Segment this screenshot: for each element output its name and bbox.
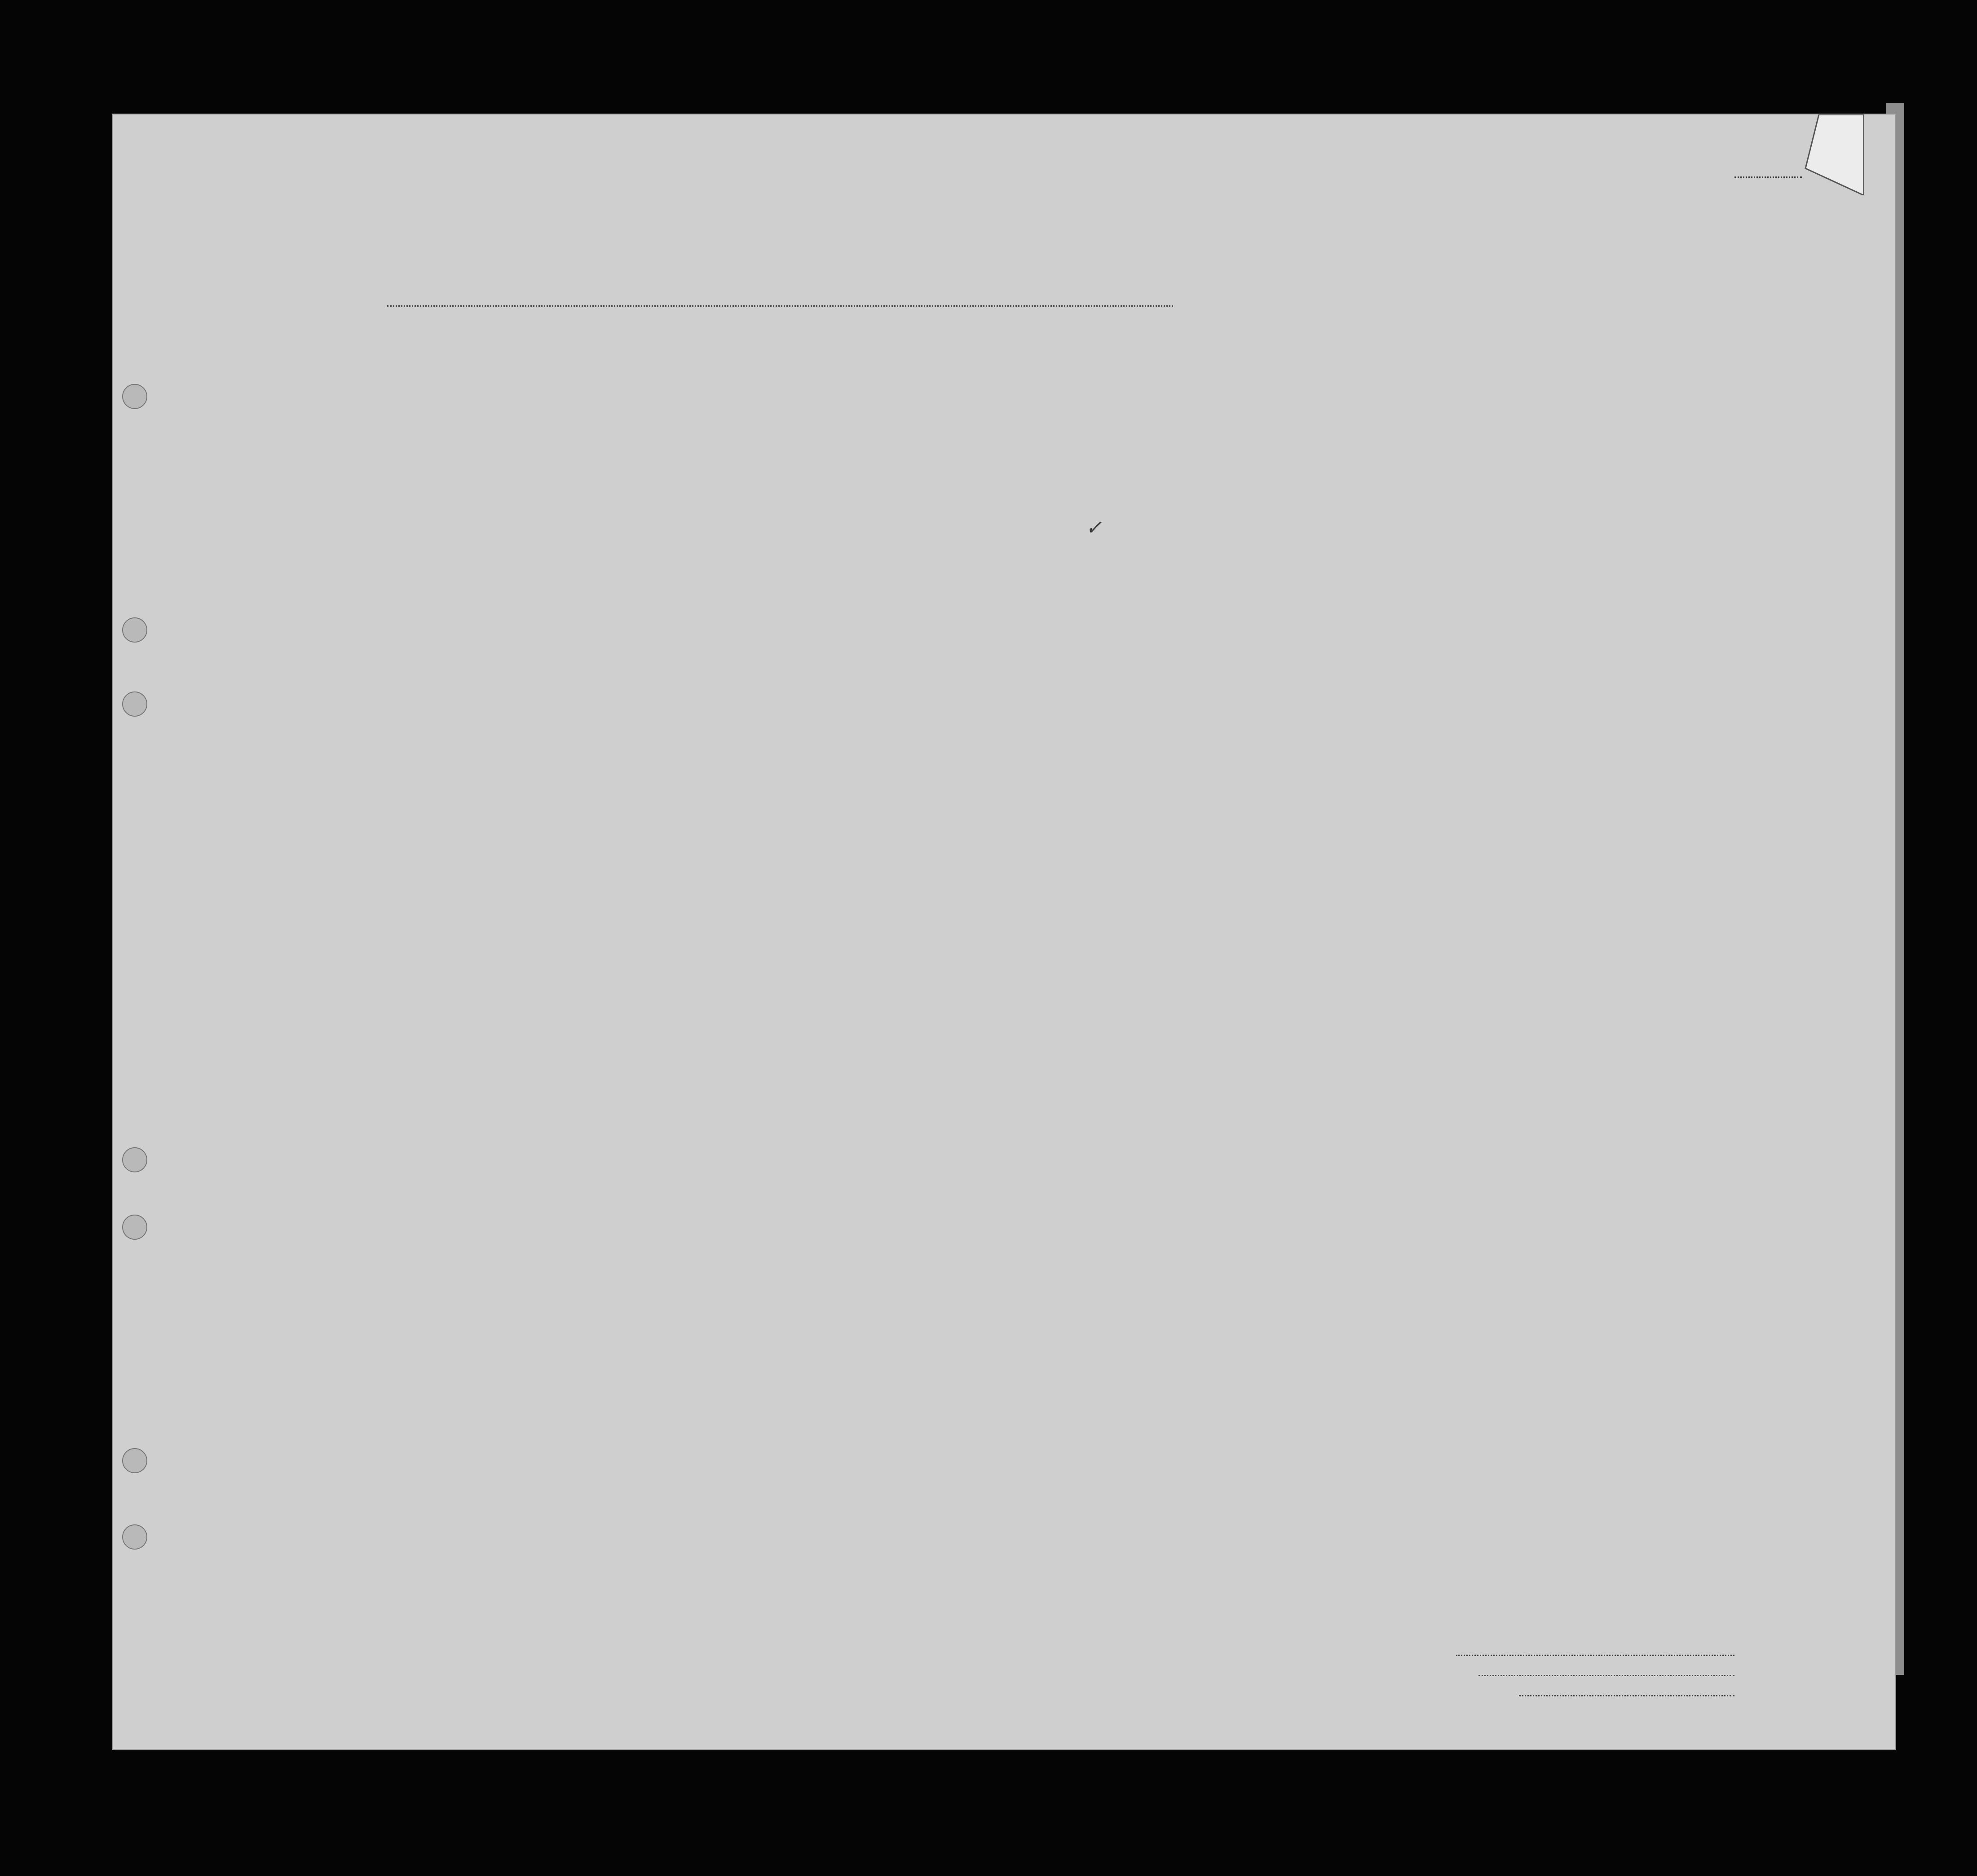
header-labor-offer	[1353, 366, 1377, 469]
punch-hole	[122, 691, 147, 717]
punch-hole	[122, 1215, 147, 1240]
punch-hole	[122, 1147, 147, 1172]
header-purpose-citizen	[1218, 392, 1231, 482]
header-excluded	[1386, 366, 1400, 469]
header-arrested	[1407, 366, 1420, 469]
header-purpose-return	[1151, 392, 1164, 482]
agents-field	[1519, 1695, 1734, 1696]
punch-hole	[122, 617, 147, 643]
header-prison	[1245, 366, 1267, 469]
punch-hole	[122, 384, 147, 409]
port-line	[387, 305, 1173, 307]
folded-corner	[1792, 114, 1864, 195]
owners-field	[1478, 1675, 1734, 1676]
header-purpose-length	[1189, 392, 1202, 482]
manifest-sheet	[113, 114, 1895, 1749]
punch-hole	[122, 1524, 147, 1550]
header-overthrow	[1317, 366, 1342, 469]
checkmark-icon: ✓	[1086, 516, 1102, 539]
punch-hole	[122, 1448, 147, 1473]
line-field	[1456, 1655, 1734, 1656]
